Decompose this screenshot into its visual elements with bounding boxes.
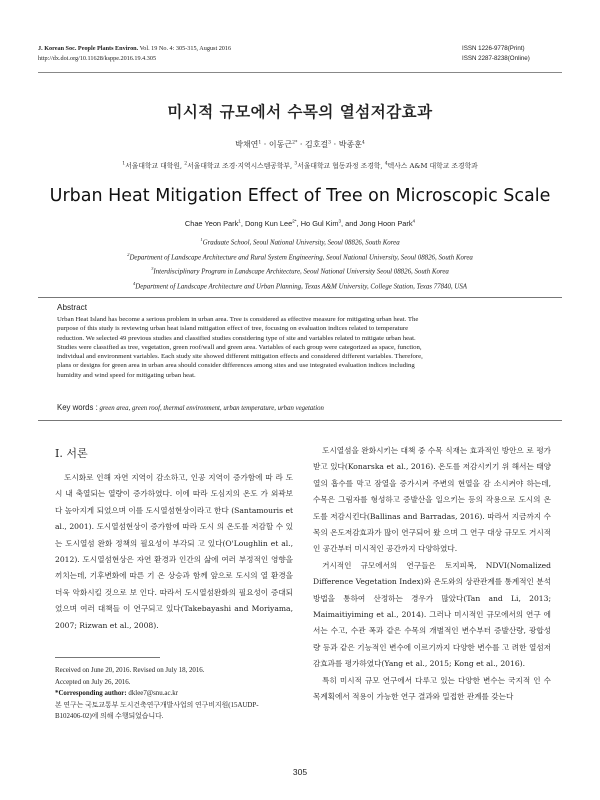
affil-text: Department of Landscape Architecture and Rural System Engineering, Seoul National University, Seoul 08826, South Korea	[129, 253, 473, 261]
running-header	[38, 44, 231, 64]
abstract-line: purpose of this study is reviewing urban heat island mitigation effect of tree, focusing on evaluation indices related to temperature	[57, 325, 409, 333]
affil-text: Department of Landscape Architecture and Urban Planning, Texas A&M University, College Station, Texas 77840, USA	[135, 282, 468, 290]
abstract-body	[57, 315, 547, 380]
affil-sup: 4	[384, 161, 388, 167]
affiliation-line	[0, 249, 600, 264]
keywords	[57, 403, 324, 412]
author-name: Jong Hoon Park	[359, 219, 413, 229]
affil-sup: 4	[132, 280, 136, 286]
affil-sup: 2	[184, 161, 188, 167]
corresponding-email[interactable]: dklee7@snu.ac.kr	[128, 690, 178, 698]
affil-text: 서울대학교 협동과정 조경학,	[297, 162, 385, 170]
abstract-line: individual and environment variables. Each study site showed different mitigation effects and considered different variables. Therefore,	[57, 353, 423, 361]
author-sup: 2*	[292, 219, 297, 224]
abstract-line: Urban Heat Island has become a serious problem in urban area. Tree is considered as effective measure for mitigating urban heat. The	[57, 316, 419, 323]
keywords-label: Key words :	[57, 403, 98, 412]
affil-sup: 3	[151, 266, 154, 271]
affil-text: Graduate School, Seoul National University, Seoul 08826, South Korea	[202, 239, 400, 247]
journal-name: J. Korean Soc. People Plants Environ.	[38, 45, 139, 52]
footnote-rule	[55, 657, 160, 658]
footnotes	[55, 665, 295, 723]
journal-volume: Vol. 19 No. 4: 305-315, August 2016	[139, 45, 232, 52]
affil-sup: 2	[127, 251, 130, 257]
issn-block	[462, 44, 530, 64]
author-name: 박종훈	[338, 140, 362, 149]
affil-sup: 1	[200, 237, 203, 242]
affiliation-line	[0, 263, 600, 278]
authors-korean: 박채연$^1$ · 이동근$^{2*}$ · 김호걸$^3$ · 박종훈$^4$	[235, 140, 365, 149]
title-english: Urban Heat Mitigation Effect of Tree on Microscopic Scale	[49, 186, 551, 206]
author-sup: 4	[361, 140, 365, 146]
affil-text: Interdisciplinary Program in Landscape Architecture, Seoul National University Seoul 08826, South Korea	[153, 268, 449, 276]
paragraph: 특히 미시적 규모 연구에서 다루고 있는 다양한 변수는 국지적 인 수목계획에서 적용이 가능한 연구 결과와 밀접한 관계를 갖는다	[313, 675, 551, 702]
body-column-left	[55, 470, 293, 634]
author-name: Ho Gul Kim	[300, 219, 339, 229]
affil-text: 서울대학교 대학원,	[125, 162, 185, 170]
affil-text: 텍사스 A&M 대학교 조경학과	[387, 162, 478, 170]
affiliation-line	[0, 234, 600, 249]
funding-note-line1: 본 연구는 국토교통부 도시건축연구개발사업의 연구비지원(15AUDP-	[55, 701, 259, 709]
title-korean: 미시적 규모에서 수목의 열섬저감효과	[167, 102, 433, 121]
affiliations-english	[0, 234, 600, 292]
author-name: 이동근	[268, 140, 293, 149]
author-sup: 4	[412, 219, 416, 224]
doi-link[interactable]: http://dx.doi.org/10.11628/ksppe.2016.19.4.305	[38, 55, 157, 62]
author-sup: 3	[328, 140, 332, 146]
received-date: Received on June 20, 2016. Revised on July 18, 2016.	[55, 667, 205, 674]
author-sup: 1	[238, 219, 241, 224]
author-name: Dong Kun Lee	[244, 219, 293, 229]
page-number: 305	[292, 767, 308, 777]
issn-print: ISSN 1226-9778(Print)	[462, 45, 525, 52]
issn-online: ISSN 2287-8238(Online)	[462, 55, 530, 62]
corresponding-author	[55, 688, 295, 700]
paragraph: 도시열섬을 완화시키는 대책 중 수목 식재는 효과적인 방안으 로 평가 받고 있다(Konarska et al., 2016). 온도를 저감시키기 위 해서는 태양열의 흡수를 막고 잠열을 증가시켜 주변의 현열을 감 소시켜야 하는데, 수목은 그림자를 형성하고 증발산을 일으키는 등의 작용으로 도시의 온도를 저감시킨다(Ballinas and Barradas, 2016). 따라서 지금까지 수목의 온도저감효과가 많이 연구되어 왔 으며 그 연구 대상 규모도 거시적인 공간부터 미시적인 공간까지 다양하였다.	[313, 446, 551, 554]
abstract-line: Studies were classified as tree, vegetation, green roof/wall and green area. Variables of each group were categorized as space, function,	[57, 343, 422, 351]
corresponding-label: *Corresponding author:	[55, 690, 127, 698]
author-name: 김호걸	[304, 140, 329, 149]
body-column-right	[313, 443, 551, 706]
header-rule	[38, 72, 562, 73]
affil-sup: 3	[294, 161, 298, 167]
affiliation-line	[0, 278, 600, 293]
abstract-line: plans or designs for green area in urban area should consider differences among sites and use integrated evaluation indices including	[57, 362, 415, 370]
author-sup: 2*	[292, 140, 298, 146]
affiliations-korean	[0, 160, 600, 170]
author-sup: 3	[338, 219, 342, 224]
abstract-line: humidity and wind speed for mitigating urban heat.	[57, 371, 196, 379]
affil-text: 서울대학교 조경·지역시스템공학부,	[187, 162, 295, 170]
authors-english: Chae Yeon Park$^1$, Dong Kun Lee$^{2*}$, Ho Gul Kim$^3$, and Jong Hoon Park$^4$	[184, 219, 416, 229]
abstract-rule-top	[38, 297, 562, 298]
affil-sup: 1	[122, 161, 126, 167]
paragraph: 거시적인 규모에서의 연구들은 토지피복, NDVI(Nomalized Difference Vegetation Index)와 온도와의 상관관계를 통계적인 분석방법을 통하여 산정하는 경우가 많았다(Tan and Li, 2013; Maimaitiyiming et al., 2014). 그러나 미시적인 규모에서의 연구 에서는 수고, 수관 폭과 같은 수목의 개별적인 변수부터 증발산량, 광합성량 등과 같은 기능적인 변수에 이르기까지 다양한 변수를 고 려한 열섬저감효과를 평가하였다(Yang et al., 2015; Kong et al., 2016).	[313, 560, 551, 669]
author-name: 박채연	[235, 140, 259, 149]
author-name: Chae Yeon Park	[184, 219, 239, 229]
accepted-date: Accepted on July 26, 2016.	[55, 678, 131, 686]
abstract-line: reduction. We selected 49 previous studies and classified studies considering type of site and variables related to mitigate urban heat.	[57, 334, 416, 342]
section-heading-introduction: Ⅰ. 서론	[55, 447, 88, 460]
abstract-heading: Abstract	[57, 303, 88, 312]
abstract-rule-bottom	[38, 420, 562, 421]
author-sup: 1	[258, 140, 262, 146]
keywords-value: green area, green roof, thermal environment, urban temperature, urban vegetation	[99, 405, 324, 412]
funding-note-line2: B102406-02)에 의해 수행되었습니다.	[55, 713, 164, 721]
paragraph: 도시화로 인해 자연 지역이 감소하고, 인공 지역이 증가함에 따 라 도시 내 축열되는 열량이 증가하였다. 이에 따라 도심지의 온도 가 외곽보다 높아지게 되었으며 이를 도시열섬현상이라고 한다 (Santamouris et al., 2001). 도시열섬현상이 증가함에 따라 도시 의 온도를 저감할 수 있는 도시열섬 완화 정책의 필요성이 부각되 고 있다(O'Loughlin et al., 2012). 도시열섬현상은 자연 환경과 인간의 삶에 여러 부정적인 영향을 끼치는데, 기후변화에 따른 기 온 상승과 함께 앞으로 도시의 열 환경을 더욱 악화시킬 것으로 보 인다. 따라서 도시열섬완화의 필요성이 증대되었으며 여러 대책들 이 연구되고 있다(Takebayashi and Moriyama, 2007; Rizwan et al., 2008).	[55, 473, 293, 630]
